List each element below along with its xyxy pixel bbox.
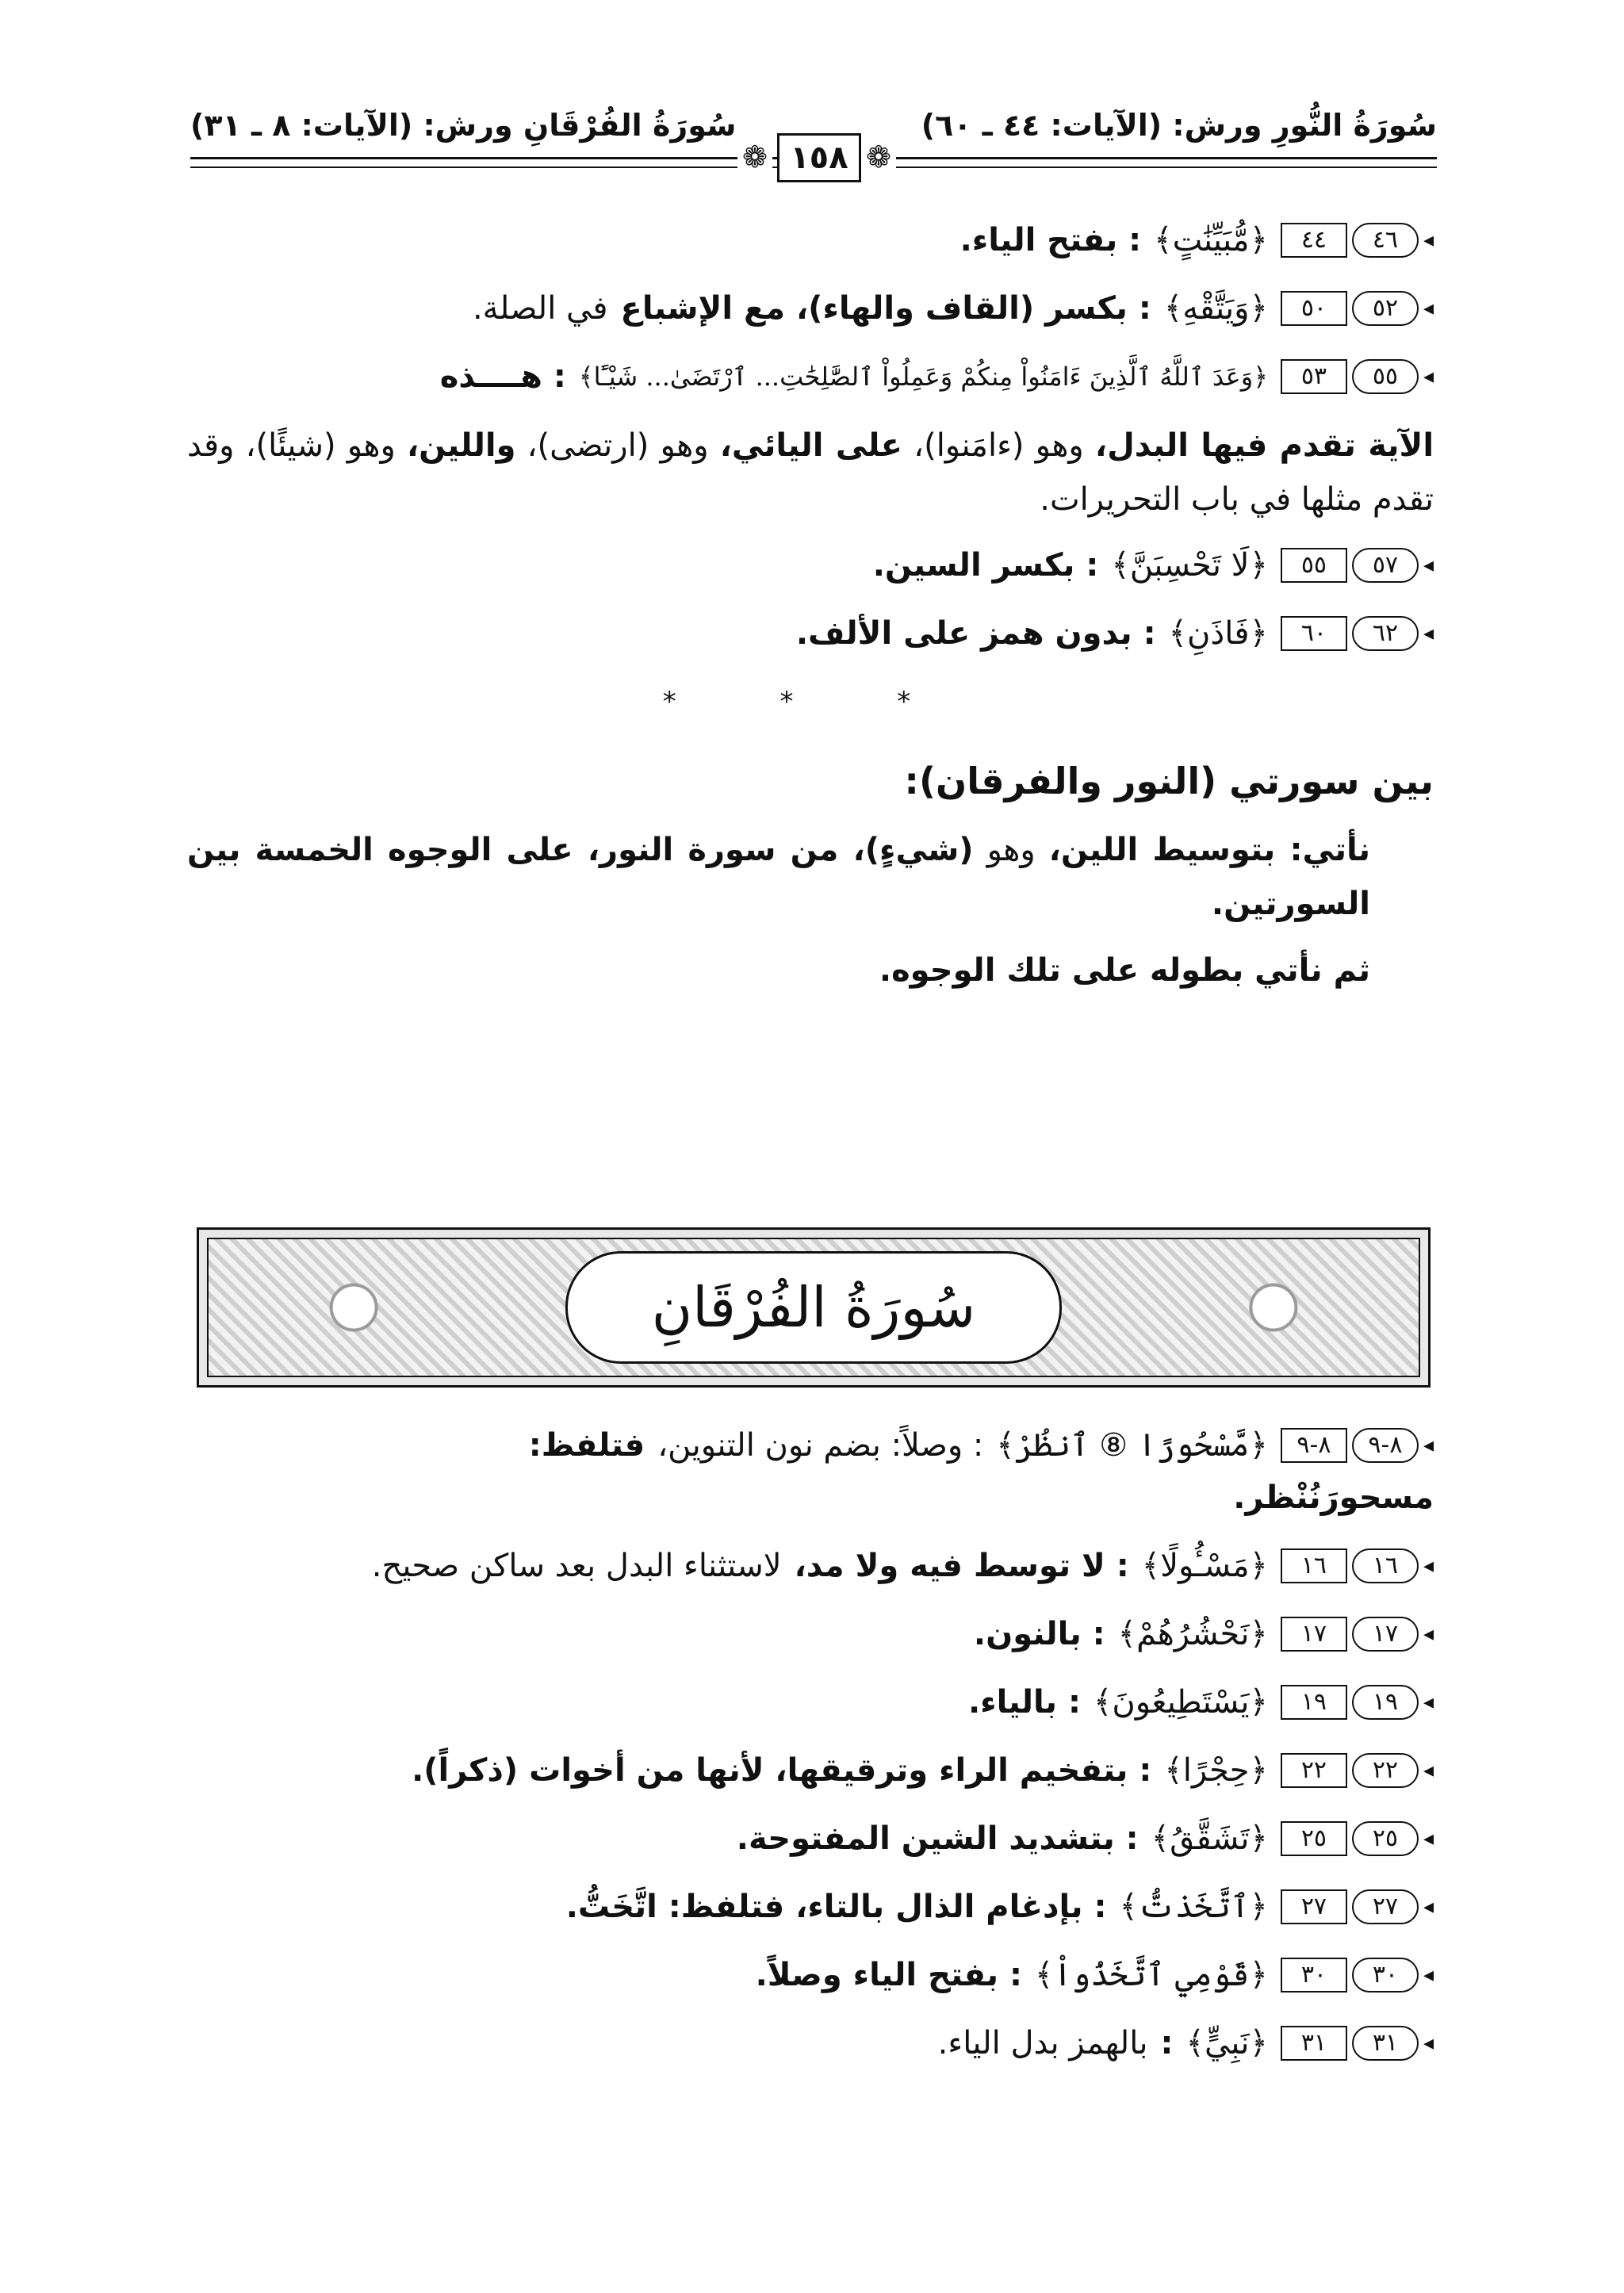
- entry-row: [187, 1744, 1434, 1797]
- verse-number-oval: ٦٢: [1352, 616, 1419, 651]
- explanation-paragraph: [187, 419, 1434, 526]
- entry-note-normal: بالهمز بدل الياء.: [937, 2025, 1148, 2061]
- entry-row: [187, 1540, 1434, 1592]
- entry-note: : بفتح الياء.: [959, 222, 1142, 258]
- quran-word: ﴿ٱتَّخَذتُّ﴾: [1119, 1889, 1268, 1925]
- pointer-icon: ◂: [1423, 365, 1434, 389]
- verse-number-box: ٤٤: [1281, 223, 1347, 258]
- para-text: وهو (شيئًا)، وقد تقدم مثلها في باب التحريرات.: [187, 427, 1434, 518]
- quran-word: ﴿يَسْتَطِيعُونَ﴾: [1093, 1684, 1268, 1721]
- verse-number-oval: ٥٧: [1352, 548, 1419, 583]
- verse-number-oval: ١٩: [1352, 1685, 1419, 1720]
- entry-note-normal: لاستثناء البدل بعد ساكن صحيح.: [371, 1548, 782, 1584]
- entry-note: : بالياء.: [967, 1684, 1081, 1721]
- para-bold: الآية تقدم فيها البدل،: [1094, 427, 1434, 464]
- entry-row: [187, 1813, 1434, 1865]
- verse-marker: [1281, 2017, 1434, 2069]
- entry-note: : بكسر (القاف والهاء)، مع الإشباع: [620, 290, 1151, 327]
- quran-word: ﴿نَحْشُرُهُمْ﴾: [1117, 1616, 1268, 1652]
- verse-number-oval: ٥٥: [1352, 359, 1419, 394]
- entry-note: : بدون همز على الألف.: [795, 615, 1156, 652]
- entry-note: : بكسر السين.: [872, 547, 1099, 584]
- between-paragraph: [187, 823, 1434, 931]
- verse-marker: [1281, 1419, 1434, 1472]
- pointer-icon: ◂: [1423, 1963, 1434, 1987]
- pointer-icon: ◂: [1423, 1434, 1434, 1457]
- para-bold: (شيءٍ)، من سورة النور، على الوجوه الخمسة بين السورتين.: [187, 832, 1370, 922]
- quran-word: ﴿وَعَدَ ٱللَّهُ ٱلَّذِينَ ءَامَنُواْ مِنكُمْ وَعَمِلُواْ ٱلصَّٰلِحَٰتِ... ٱرْتَضَىٰ... شَيْـًٔا﴾: [578, 362, 1268, 392]
- entry-row: [187, 1881, 1434, 1933]
- pointer-icon: ◂: [1423, 1690, 1434, 1714]
- verse-marker: [1281, 1881, 1434, 1933]
- verse-number-box: ٢٥: [1281, 1821, 1347, 1856]
- para-bold: على اليائي،: [719, 427, 902, 464]
- ornament-icon: ❁: [737, 140, 772, 174]
- verse-number-oval: ٢٥: [1352, 1821, 1419, 1856]
- ornament-icon: ❁: [861, 140, 896, 174]
- verse-marker: [1281, 214, 1434, 266]
- entry-row: [187, 607, 1434, 660]
- entry-row: [187, 214, 1434, 266]
- verse-number-oval: ١٧: [1352, 1617, 1419, 1652]
- quran-word: ﴿مَسْـُٔولًا﴾: [1141, 1548, 1268, 1584]
- verse-marker: [1281, 1744, 1434, 1797]
- verse-marker: [1281, 1676, 1434, 1728]
- verse-number-oval: ٢٢: [1352, 1753, 1419, 1788]
- pointer-icon: ◂: [1423, 1827, 1434, 1851]
- section-separator: * * *: [662, 686, 959, 718]
- verse-number-box: ١٩: [1281, 1685, 1347, 1720]
- verse-number-oval: ٨-٩: [1352, 1428, 1419, 1463]
- verse-marker: [1281, 1949, 1434, 2001]
- verse-number-oval: ٤٦: [1352, 223, 1419, 258]
- verse-number-box: ٢٧: [1281, 1889, 1347, 1924]
- entry-row: [187, 1608, 1434, 1660]
- entry-note: : بتفخيم الراء وترقيقها، لأنها من أخوات (ذكراً).: [412, 1752, 1152, 1789]
- entry-row: [187, 539, 1434, 591]
- header-left: سُورَةُ الفُرْقَانِ ورش: (الآيات: ٨ ـ ٣١): [190, 108, 737, 143]
- verse-number-box: ٨-٩: [1281, 1428, 1347, 1463]
- surah-title: سُورَةُ الفُرْقَانِ: [565, 1251, 1062, 1364]
- verse-number-box: ٦٠: [1281, 616, 1347, 651]
- between-paragraph-2: ثم نأتي بطوله على تلك الوجوه.: [879, 952, 1370, 989]
- quran-word: ﴿فَاذَنِ﴾: [1168, 615, 1268, 652]
- verse-number-oval: ٣١: [1352, 2026, 1419, 2061]
- entry-note-normal: : وصلاً: بضم نون التنوين،: [657, 1427, 984, 1464]
- verse-number-box: ١٧: [1281, 1617, 1347, 1652]
- entry-row: [187, 1676, 1434, 1728]
- verse-number-box: ٣٠: [1281, 1958, 1347, 1992]
- entry-note: : هــــذه: [439, 358, 566, 395]
- banner-ornament: [207, 1238, 1420, 1377]
- para-text: وهو: [986, 832, 1036, 868]
- entry-note: : بالنون.: [973, 1616, 1105, 1652]
- pointer-icon: ◂: [1423, 297, 1434, 320]
- header-right: سُورَةُ النُّورِ ورش: (الآيات: ٤٤ ـ ٦٠): [921, 108, 1437, 143]
- verse-marker: [1281, 350, 1434, 403]
- verse-marker: [1281, 1540, 1434, 1592]
- quran-word: ﴿نَبِيٍّ﴾: [1185, 2025, 1268, 2061]
- pointer-icon: ◂: [1423, 1554, 1434, 1578]
- pointer-icon: ◂: [1423, 1895, 1434, 1919]
- verse-number-box: ١٦: [1281, 1548, 1347, 1583]
- entry-note: : بفتح الياء وصلاً.: [755, 1957, 1022, 1993]
- furqan-content: [187, 1419, 1434, 2085]
- entry-row: [187, 1419, 1434, 1472]
- quran-word: ﴿لَا تَحْسِبَنَّ﴾: [1111, 547, 1268, 584]
- para-bold: نأتي: بتوسيط اللين،: [1048, 832, 1371, 868]
- section-heading: بين سورتي (النور والفرقان):: [904, 760, 1434, 802]
- entry-note: : بتشديد الشين المفتوحة.: [736, 1820, 1139, 1857]
- entry-row: [187, 282, 1434, 335]
- quran-word: ﴿مَّسْحُورًا ⑧ ٱنظُرْ﴾: [996, 1427, 1268, 1464]
- verse-marker: [1281, 282, 1434, 335]
- page-number: ١٥٨: [777, 133, 861, 182]
- pointer-icon: ◂: [1423, 2031, 1434, 2055]
- verse-number-oval: ٥٢: [1352, 291, 1419, 326]
- verse-number-oval: ٣٠: [1352, 1958, 1419, 1992]
- verse-number-oval: ٢٧: [1352, 1889, 1419, 1924]
- quran-word: ﴿مُّبَيِّنَٰتٍ﴾: [1154, 222, 1268, 258]
- para-text: وهو (ءامَنوا)،: [914, 427, 1084, 464]
- entry-note: : بإدغام الذال بالتاء، فتلفظ: اتَّخَتُّ.: [565, 1889, 1107, 1925]
- verse-marker: [1281, 1813, 1434, 1865]
- main-content: [187, 214, 1434, 1010]
- verse-marker: [1281, 539, 1434, 591]
- pointer-icon: ◂: [1423, 622, 1434, 645]
- verse-marker: [1281, 1608, 1434, 1660]
- entry-continuation: مسحورَنُنْظر.: [1233, 1480, 1434, 1516]
- pointer-icon: ◂: [1423, 1759, 1434, 1782]
- furqan-entries: [187, 1540, 1434, 2069]
- entry-note: فتلفظ:: [528, 1427, 645, 1464]
- verse-number-oval: ١٦: [1352, 1548, 1419, 1583]
- entry-row: [187, 1949, 1434, 2001]
- surah-banner: [197, 1227, 1431, 1388]
- para-text: وهو (ارتضى)،: [527, 427, 709, 464]
- pointer-icon: ◂: [1423, 228, 1434, 252]
- entry-note-normal: في الصلة.: [472, 290, 608, 327]
- entry-note: :: [1160, 2025, 1174, 2061]
- quran-word: ﴿قَوْمِي ٱتَّخَذُواْ﴾: [1034, 1957, 1268, 1993]
- para-bold: واللين،: [406, 427, 516, 464]
- verse-marker: [1281, 607, 1434, 660]
- entry-row: [187, 350, 1434, 403]
- quran-word: ﴿تَشَقَّقُ﴾: [1151, 1820, 1268, 1857]
- pointer-icon: ◂: [1423, 1622, 1434, 1646]
- pointer-icon: ◂: [1423, 553, 1434, 577]
- verse-number-box: ٢٢: [1281, 1753, 1347, 1788]
- verse-number-box: ٣١: [1281, 2026, 1347, 2061]
- quran-word: ﴿حِجْرًا﴾: [1164, 1752, 1268, 1789]
- verse-number-box: ٥٣: [1281, 359, 1347, 394]
- quran-word: ﴿وَيَتَّقْهِ﴾: [1163, 290, 1268, 327]
- entry-note: : لا توسط فيه ولا مد،: [794, 1548, 1129, 1584]
- verse-number-box: ٥٠: [1281, 291, 1347, 326]
- entry-row: [187, 2017, 1434, 2069]
- verse-number-box: ٥٥: [1281, 548, 1347, 583]
